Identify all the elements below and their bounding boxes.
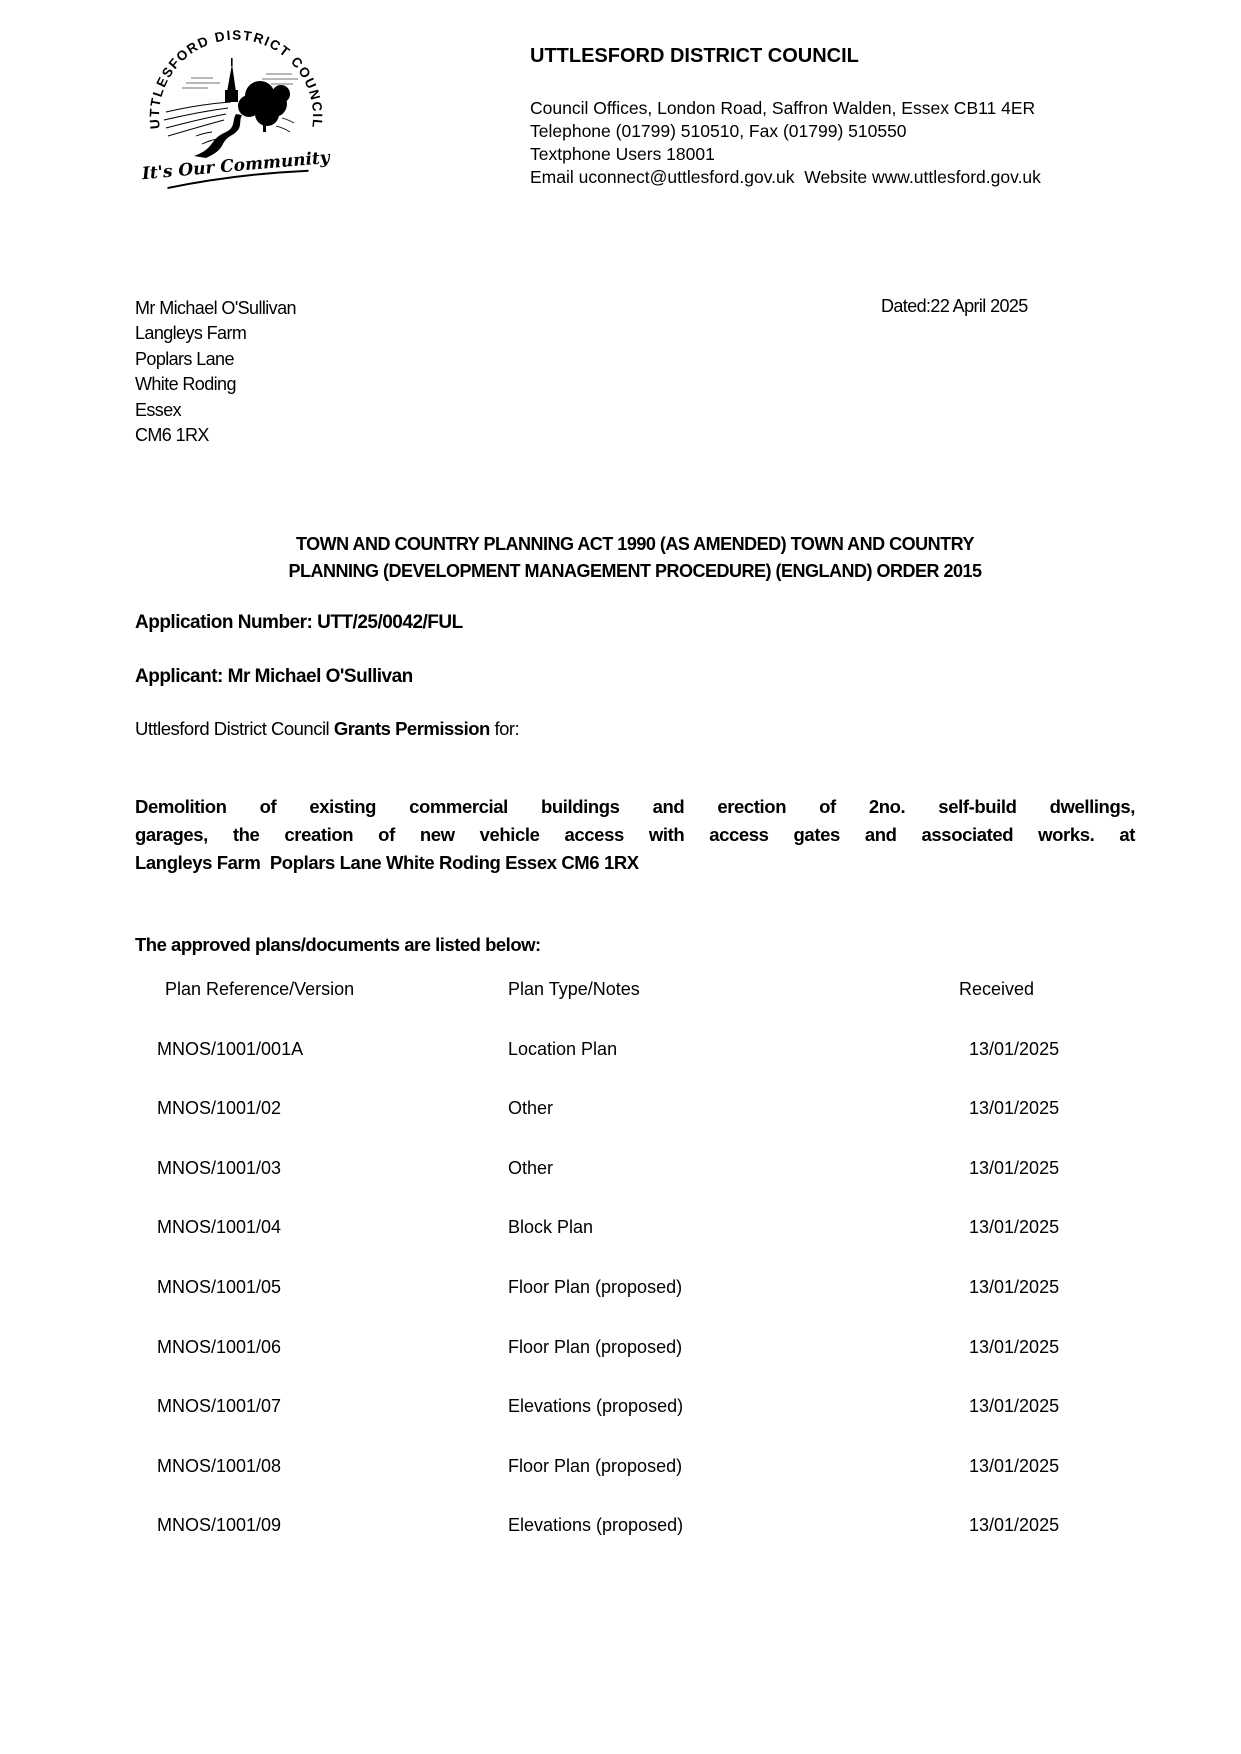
recipient-address-line: Essex [135, 399, 182, 420]
grants-suffix: for: [489, 718, 520, 739]
recipient-name: Mr Michael O'Sullivan [135, 298, 296, 318]
recipient-postcode: CM6 1RX [135, 425, 209, 446]
recipient-address-line: Poplars Lane [135, 348, 234, 369]
development-description [135, 793, 1135, 877]
plan-received-date: 13/01/2025 [969, 1217, 1060, 1238]
table-row [135, 1238, 1135, 1298]
logo-tagline [140, 148, 332, 190]
plan-reference: MNOS/1001/08 [157, 1455, 282, 1476]
plan-received-date: 13/01/2025 [969, 1276, 1060, 1297]
table-row [135, 1358, 1135, 1418]
plan-type: Other [508, 1157, 554, 1178]
grants-prefix: Uttlesford District Council [135, 718, 334, 739]
plan-reference: MNOS/1001/02 [157, 1098, 282, 1119]
grants-permission-line [135, 718, 519, 740]
countryside-illustration-icon [164, 58, 298, 158]
letterhead [530, 45, 1150, 189]
plan-type: Floor Plan (proposed) [508, 1276, 683, 1297]
application-number-line: Application Number: UTT/25/0042/FUL [135, 612, 463, 633]
act-title [135, 531, 1135, 585]
column-header-received: Received [959, 979, 1035, 999]
table-row [135, 1477, 1135, 1537]
plan-type: Floor Plan (proposed) [508, 1455, 683, 1476]
plan-type: Floor Plan (proposed) [508, 1336, 683, 1357]
plan-received-date: 13/01/2025 [969, 1336, 1060, 1357]
plan-reference: MNOS/1001/07 [157, 1396, 282, 1417]
plan-reference: MNOS/1001/05 [157, 1276, 282, 1297]
plan-received-date: 13/01/2025 [969, 1038, 1060, 1059]
svg-text:It's Our Community: It's Our Community [141, 147, 331, 185]
column-header-plan-reference: Plan Reference/Version [165, 979, 355, 999]
plan-type: Block Plan [508, 1217, 594, 1238]
plan-reference: MNOS/1001/09 [157, 1515, 282, 1536]
grants-emphasis: Grants Permission [333, 718, 490, 739]
plan-reference: MNOS/1001/001A [157, 1038, 304, 1059]
act-title-line: TOWN AND COUNTRY PLANNING ACT 1990 (AS AMENDED) TOWN AND COUNTRY [295, 534, 974, 554]
plan-reference: MNOS/1001/03 [157, 1157, 282, 1178]
council-textphone-line: Textphone Users 18001 [530, 144, 715, 164]
plan-received-date: 13/01/2025 [969, 1396, 1060, 1417]
recipient-address-line: Langleys Farm [135, 323, 247, 344]
description-line: garages, the creation of new vehicle access with access gates and associated works. at [135, 824, 1135, 845]
plan-type: Location Plan [508, 1038, 618, 1059]
column-header-plan-type: Plan Type/Notes [508, 979, 640, 999]
plan-received-date: 13/01/2025 [969, 1098, 1060, 1119]
table-row [135, 1179, 1135, 1239]
council-logo [136, 16, 338, 198]
approved-plans-intro: The approved plans/documents are listed below: [135, 934, 541, 955]
description-line: Demolition of existing commercial buildings and erection of 2no. self-build dwellings, [135, 796, 1135, 817]
table-row [135, 1060, 1135, 1120]
table-row [135, 1417, 1135, 1477]
logo-arc-text: UTTLESFORD DISTRICT COUNCIL [146, 27, 326, 130]
table-row [135, 1298, 1135, 1358]
council-name-heading: UTTLESFORD DISTRICT COUNCIL [530, 45, 859, 67]
plan-received-date: 13/01/2025 [969, 1157, 1060, 1178]
council-phone-line: Telephone (01799) 510510, Fax (01799) 510550 [530, 121, 907, 141]
recipient-and-date-block [135, 296, 1135, 448]
table-header-row [135, 970, 1135, 1000]
council-logo-image [136, 16, 338, 198]
council-email-website-line: Email uconnect@uttlesford.gov.uk Website www.uttlesford.gov.uk [530, 167, 1041, 187]
plan-type: Other [508, 1098, 554, 1119]
council-address-line: Council Offices, London Road, Saffron Walden, Essex CB11 4ER [530, 98, 1036, 118]
act-title-line: PLANNING (DEVELOPMENT MANAGEMENT PROCEDURE) (ENGLAND) ORDER 2015 [288, 561, 982, 581]
table-row [135, 1119, 1135, 1179]
applicant-line: Applicant: Mr Michael O'Sullivan [135, 666, 413, 687]
plan-reference: MNOS/1001/06 [157, 1336, 282, 1357]
description-line: Langleys Farm Poplars Lane White Roding Essex CM6 1RX [135, 852, 639, 873]
plan-received-date: 13/01/2025 [969, 1455, 1060, 1476]
dated-label: Dated:22 April 2025 [881, 296, 1028, 316]
plan-type: Elevations (proposed) [508, 1396, 684, 1417]
plan-received-date: 13/01/2025 [969, 1515, 1060, 1536]
recipient-address [135, 296, 1135, 448]
table-row [135, 1000, 1135, 1060]
approved-plans-table [135, 970, 1135, 1536]
plan-reference: MNOS/1001/04 [157, 1217, 282, 1238]
recipient-address-line: White Roding [135, 374, 236, 395]
plan-type: Elevations (proposed) [508, 1515, 684, 1536]
